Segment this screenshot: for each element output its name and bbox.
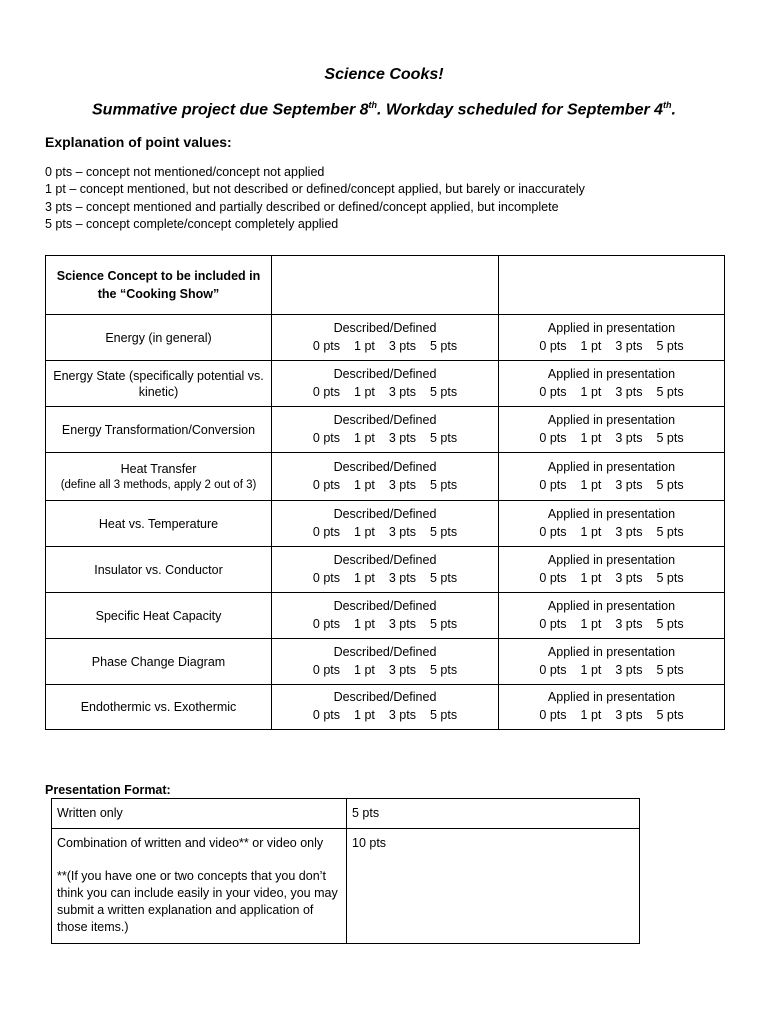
score-option: 3 pts [388, 430, 416, 445]
described-defined-label: Described/Defined [333, 598, 437, 613]
score-option: 0 pts [539, 524, 567, 539]
score-option: 5 pts [429, 708, 458, 722]
applied-in-presentation-cell [499, 593, 725, 639]
score-option: 3 pts [615, 477, 643, 492]
format-footnote: **(If you have one or two concepts that you don’t think you can include easily in your video, you may submit a written explanation and application of those items.) [57, 869, 338, 934]
score-option: 0 pts [539, 430, 567, 445]
score-option: 3 pts [615, 708, 643, 722]
described-defined-cell [272, 593, 499, 639]
applied-in-presentation-label: Applied in presentation [547, 412, 676, 427]
score-option: 1 pt [354, 430, 375, 445]
applied-in-presentation-cell [499, 361, 725, 407]
subtitle-due-date: Summative project due September 8 [92, 101, 369, 119]
score-option: 5 pts [656, 384, 684, 399]
applied-in-presentation-label: Applied in presentation [547, 320, 676, 335]
described-defined-cell [272, 407, 499, 453]
described-defined-cell [272, 501, 499, 547]
applied-in-presentation-label: Applied in presentation [547, 644, 676, 659]
described-defined-label: Described/Defined [333, 552, 437, 567]
score-option: 3 pts [615, 524, 643, 539]
applied-in-presentation-label: Applied in presentation [547, 552, 676, 567]
score-option: 5 pts [429, 616, 458, 631]
applied-in-presentation-cell [499, 315, 725, 361]
described-defined-cell [272, 639, 499, 685]
concept-cell [46, 639, 272, 685]
applied-in-presentation-label: Applied in presentation [547, 598, 676, 613]
score-option: 0 pts [539, 570, 567, 585]
score-option: 1 pt [580, 524, 602, 539]
score-option: 5 pts [656, 570, 684, 585]
applied-in-presentation-cell [499, 501, 725, 547]
score-options [503, 706, 720, 725]
score-option: 5 pts [656, 616, 684, 631]
score-option: 0 pts [539, 477, 567, 492]
score-options [276, 569, 494, 588]
score-option: 3 pts [388, 477, 416, 492]
applied-in-presentation-label: Applied in presentation [547, 690, 676, 704]
described-defined-cell [272, 685, 499, 730]
score-options [503, 569, 720, 588]
score-option: 3 pts [388, 570, 416, 585]
format-row [52, 829, 640, 944]
applied-in-presentation-label: Applied in presentation [547, 366, 676, 381]
score-option: 3 pts [615, 430, 643, 445]
score-option: 5 pts [656, 708, 684, 722]
format-cell [52, 829, 347, 944]
score-option: 1 pt [580, 338, 602, 353]
score-option: 0 pts [539, 338, 567, 353]
rubric-row [46, 593, 725, 639]
score-option: 5 pts [656, 524, 684, 539]
document-subtitle [0, 100, 768, 119]
score-option: 1 pt [354, 524, 375, 539]
point-value-line: 1 pt – concept mentioned, but not described or defined/concept applied, but barely or inaccurately [45, 182, 585, 196]
rubric-row [46, 547, 725, 593]
score-option: 0 pts [312, 384, 341, 399]
rubric-row [46, 407, 725, 453]
rubric-header-blank [499, 256, 725, 315]
concept-name: Energy (in general) [105, 330, 212, 345]
score-option: 3 pts [388, 616, 416, 631]
format-label: Written only [52, 799, 347, 829]
score-option: 0 pts [312, 430, 341, 445]
score-options [503, 523, 720, 542]
score-option: 5 pts [656, 662, 684, 677]
score-option: 1 pt [354, 338, 375, 353]
applied-in-presentation-cell [499, 407, 725, 453]
applied-in-presentation-cell [499, 453, 725, 501]
concept-cell [46, 361, 272, 407]
applied-in-presentation-cell [499, 685, 725, 730]
rubric-table [45, 255, 725, 730]
subtitle-ordinal-1: th [368, 100, 378, 110]
described-defined-label: Described/Defined [333, 506, 437, 521]
score-options [276, 661, 494, 680]
score-option: 1 pt [354, 570, 375, 585]
concept-cell [46, 547, 272, 593]
score-option: 3 pts [388, 384, 416, 399]
score-options [276, 523, 494, 542]
score-option: 1 pt [580, 477, 602, 492]
score-option: 5 pts [656, 338, 684, 353]
score-option: 5 pts [656, 430, 684, 445]
rubric-row [46, 361, 725, 407]
concept-name: Phase Change Diagram [91, 654, 226, 669]
score-option: 3 pts [388, 708, 416, 722]
score-option: 0 pts [312, 338, 341, 353]
score-options [503, 615, 720, 634]
score-options [503, 429, 720, 448]
score-option: 0 pts [312, 616, 341, 631]
score-options [276, 429, 494, 448]
point-values-heading: Explanation of point values: [45, 134, 232, 150]
score-options [503, 476, 720, 495]
score-option: 3 pts [615, 338, 643, 353]
subtitle-workday: . Workday scheduled for September 4 [377, 101, 664, 119]
applied-in-presentation-label: Applied in presentation [547, 506, 676, 521]
score-option: 3 pts [615, 662, 643, 677]
score-option: 0 pts [312, 662, 341, 677]
concept-name: Specific Heat Capacity [95, 608, 222, 623]
score-options [503, 383, 720, 402]
described-defined-label: Described/Defined [333, 690, 437, 704]
rubric-row [46, 315, 725, 361]
score-options [503, 661, 720, 680]
rubric-row [46, 501, 725, 547]
score-option: 5 pts [429, 662, 458, 677]
score-option: 3 pts [388, 524, 416, 539]
score-option: 0 pts [312, 477, 341, 492]
concept-name: Heat vs. Temperature [98, 516, 219, 531]
score-option: 0 pts [539, 662, 567, 677]
format-points: 10 pts [347, 829, 640, 944]
score-option: 3 pts [388, 662, 416, 677]
score-option: 3 pts [615, 384, 643, 399]
subtitle-end: . [671, 101, 676, 119]
point-value-line: 0 pts – concept not mentioned/concept not applied [45, 165, 325, 179]
presentation-format-heading: Presentation Format: [45, 783, 171, 797]
score-option: 1 pt [580, 384, 602, 399]
rubric-header-blank [272, 256, 499, 315]
score-option: 0 pts [539, 384, 567, 399]
described-defined-cell [272, 547, 499, 593]
concept-cell [46, 315, 272, 361]
score-option: 0 pts [539, 616, 567, 631]
score-option: 0 pts [312, 708, 341, 722]
point-value-line: 3 pts – concept mentioned and partially described or defined/concept applied, but incomplete [45, 200, 559, 214]
score-option: 1 pt [580, 570, 602, 585]
rubric-header-row [46, 256, 725, 315]
score-option: 1 pt [580, 662, 602, 677]
score-option: 5 pts [429, 430, 458, 445]
score-option: 3 pts [388, 338, 416, 353]
rubric-row [46, 453, 725, 501]
document-title: Science Cooks! [324, 66, 444, 83]
score-option: 5 pts [429, 477, 458, 492]
described-defined-label: Described/Defined [333, 459, 437, 474]
score-option: 0 pts [312, 570, 341, 585]
score-option: 3 pts [615, 616, 643, 631]
score-option: 1 pt [580, 708, 602, 722]
applied-in-presentation-label: Applied in presentation [547, 459, 676, 474]
concept-cell [46, 685, 272, 730]
described-defined-label: Described/Defined [333, 366, 437, 381]
presentation-format-table [51, 798, 640, 944]
point-value-line: 5 pts – concept complete/concept completely applied [45, 217, 339, 231]
applied-in-presentation-cell [499, 547, 725, 593]
score-options [276, 383, 494, 402]
score-option: 1 pt [354, 708, 375, 722]
score-option: 1 pt [354, 616, 375, 631]
score-option: 1 pt [354, 477, 375, 492]
rubric-row [46, 685, 725, 730]
concept-cell [46, 407, 272, 453]
score-option: 5 pts [429, 524, 458, 539]
score-option: 1 pt [354, 384, 375, 399]
concept-name: Energy State (specifically potential vs. kinetic) [53, 368, 264, 399]
format-row [52, 799, 640, 829]
score-option: 1 pt [580, 616, 602, 631]
score-option: 5 pts [429, 338, 458, 353]
concept-note: (define all 3 methods, apply 2 out of 3) [60, 478, 257, 491]
described-defined-label: Described/Defined [333, 320, 437, 335]
score-options [503, 337, 720, 356]
score-option: 5 pts [656, 477, 684, 492]
score-option: 0 pts [539, 708, 567, 722]
described-defined-cell [272, 453, 499, 501]
subtitle-ordinal-2: th [663, 100, 672, 110]
concept-name: Energy Transformation/Conversion [61, 422, 256, 437]
described-defined-cell [272, 315, 499, 361]
score-option: 1 pt [354, 662, 375, 677]
score-option: 1 pt [580, 430, 602, 445]
concept-name: Insulator vs. Conductor [94, 562, 223, 577]
concept-cell [46, 593, 272, 639]
concept-name: Heat Transfer [120, 461, 197, 476]
described-defined-label: Described/Defined [333, 644, 437, 659]
score-option: 5 pts [429, 570, 458, 585]
described-defined-cell [272, 361, 499, 407]
score-option: 0 pts [312, 524, 341, 539]
score-options [276, 476, 494, 495]
concept-name: Endothermic vs. Exothermic [80, 700, 237, 714]
described-defined-label: Described/Defined [333, 412, 437, 427]
score-option: 5 pts [429, 384, 458, 399]
score-options [276, 615, 494, 634]
rubric-row [46, 639, 725, 685]
rubric-header-concept: Science Concept to be included in the “Cooking Show” [46, 256, 272, 315]
format-points: 5 pts [347, 799, 640, 829]
format-label: Combination of written and video** or video only [57, 836, 324, 850]
applied-in-presentation-cell [499, 639, 725, 685]
concept-cell [46, 453, 272, 501]
score-option: 3 pts [615, 570, 643, 585]
concept-cell [46, 501, 272, 547]
score-options [276, 706, 494, 725]
score-options [276, 337, 494, 356]
